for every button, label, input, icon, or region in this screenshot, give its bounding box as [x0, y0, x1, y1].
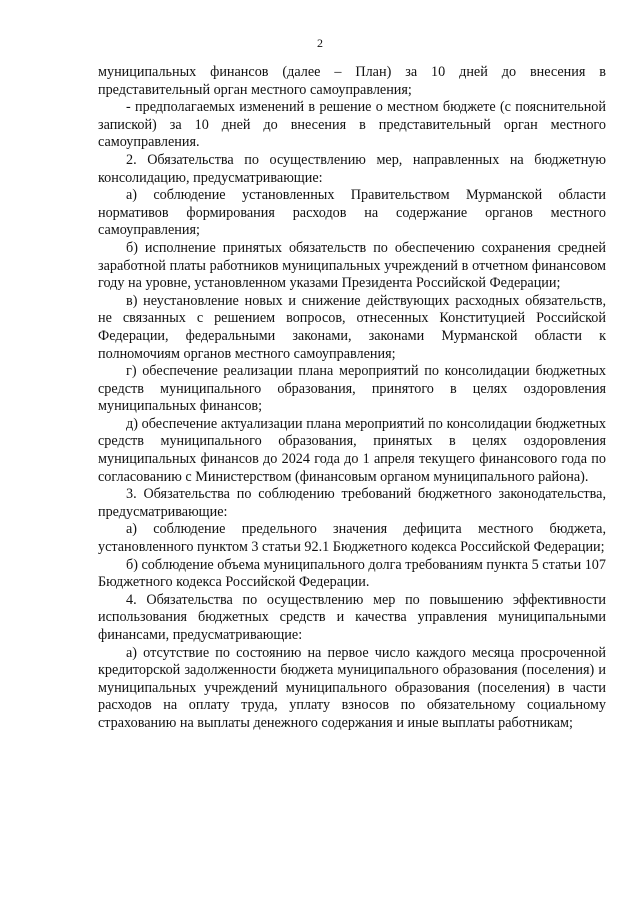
paragraph-3a: а) соблюдение предельного значения дефицита местного бюджета, установленного пунктом 3 статьи 92.1 Бюджетного кодекса Российской Федерации;	[98, 521, 606, 556]
paragraph-3b: б) соблюдение объема муниципального долга требованиям пункта 5 статьи 107 Бюджетного кодекса Российской Федерации.	[98, 556, 606, 591]
paragraph-2v: в) неустановление новых и снижение действующих расходных обязательств, не связанных с решением вопросов, отнесенных Конституцией Российской Федерации, федеральными законами, законами Мурманской области к полномочиям органов местного самоуправления;	[98, 292, 606, 362]
paragraph-2g: г) обеспечение реализации плана мероприятий по консолидации бюджетных средств муниципального образования, принятого в целях оздоровления муниципальных финансов;	[98, 363, 606, 415]
paragraph-budget-changes: - предполагаемых изменений в решение о местном бюджете (с пояснительной запиской) за 10 дней до внесения в представительный орган местного самоуправления.	[98, 99, 606, 151]
paragraph-2b: б) исполнение принятых обязательств по обеспечению сохранения средней заработной платы работников муниципальных учреждений в отчетном финансовом году на уровне, установленном указами Президента Российской Федерации;	[98, 239, 606, 292]
paragraph-plan-continuation: муниципальных финансов (далее – План) за 10 дней до внесения в представительный орган местного самоуправления;	[98, 64, 606, 98]
paragraph-section-2: 2. Обязательства по осуществлению мер, направленных на бюджетную консолидацию, предусматривающие:	[98, 151, 606, 186]
page-number: 2	[317, 36, 323, 50]
paragraph-2d: д) обеспечение актуализации плана мероприятий по консолидации бюджетных средств муниципального образования, принятых в целях оздоровления муниципальных финансов до 2024 года до 1 апреля текущего финансового года по согласованию с Министерством (финансовым органом муниципального района).	[98, 415, 606, 485]
paragraph-section-4: 4. Обязательства по осуществлению мер по повышению эффективности использования бюджетных средств и качества управления муниципальными финансами, предусматривающие:	[98, 591, 606, 643]
document-body	[98, 64, 606, 733]
paragraph-2a: а) соблюдение установленных Правительством Мурманской области нормативов формирования расходов на содержание органов местного самоуправления;	[98, 187, 606, 239]
paragraph-section-3: 3. Обязательства по соблюдению требований бюджетного законодательства, предусматривающие:	[98, 486, 606, 520]
paragraph-4a: а) отсутствие по состоянию на первое число каждого месяца просроченной кредиторской задолженности бюджета муниципального образования (поселения) и муниципальных учреждений муниципального образования (поселения) в части расходов на оплату труда, уплату взносов по обязательному социальному страхованию на выплаты денежного содержания и иные выплаты работникам;	[98, 644, 606, 731]
